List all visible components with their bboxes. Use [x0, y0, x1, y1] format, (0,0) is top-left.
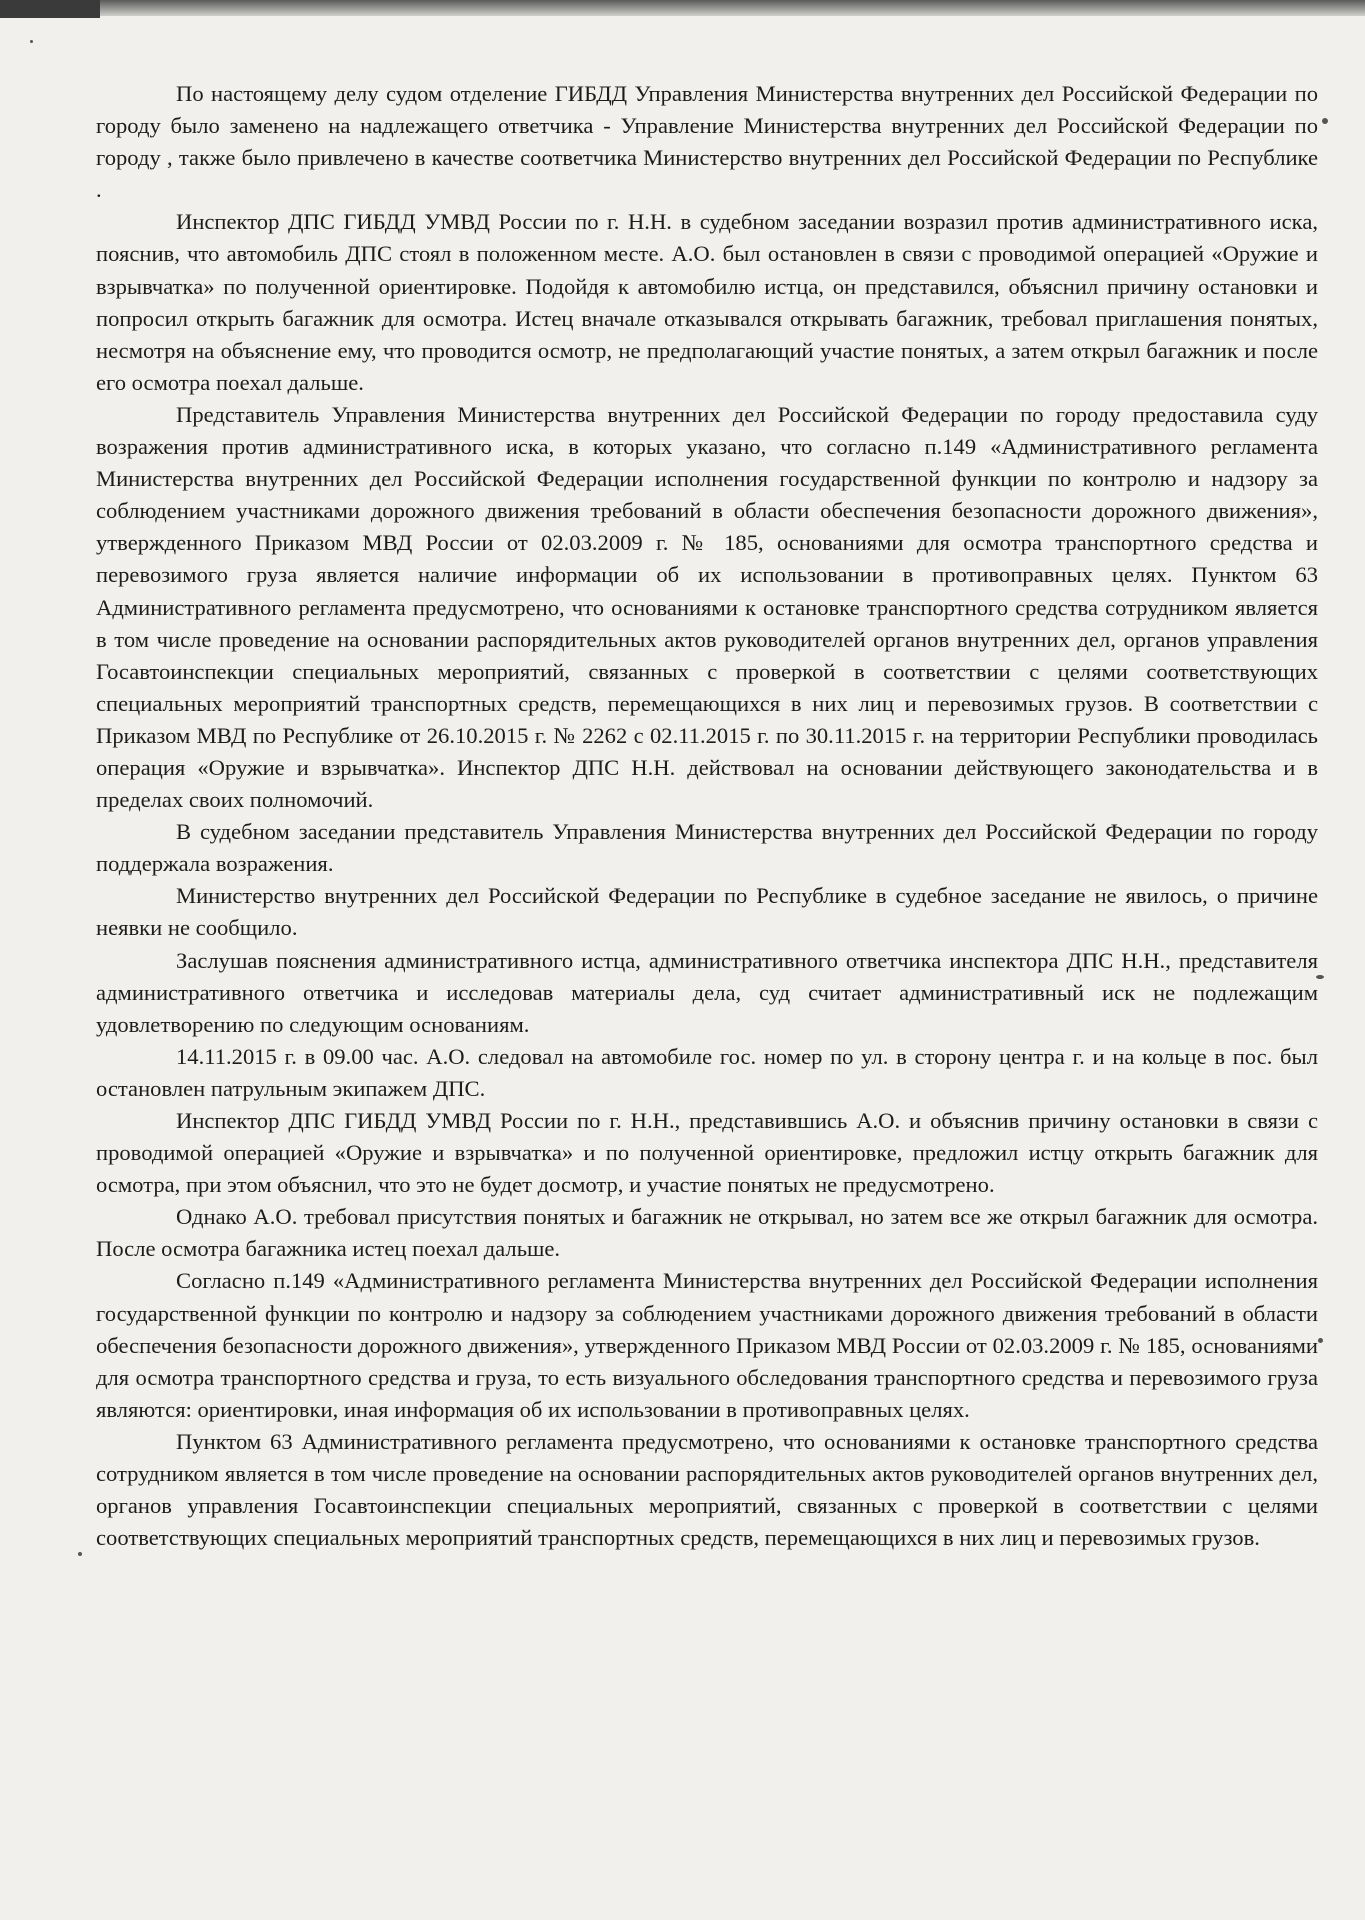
paragraph-4: В судебном заседании представитель Управления Министерства внутренних дел Российской Федерации по городу поддержала возражения.	[96, 819, 1318, 877]
scan-speck	[30, 40, 33, 43]
paragraph-9: Однако А.О. требовал присутствия понятых и багажник не открывал, но затем все же открыл багажник для осмотра. После осмотра багажника истец поехал дальше.	[96, 1204, 1318, 1262]
paragraph-5: Министерство внутренних дел Российской Федерации по Республике в судебное заседание не явилось, о причине неявки не сообщило.	[96, 883, 1318, 941]
scan-speck	[78, 1552, 82, 1556]
paragraph-8: Инспектор ДПС ГИБДД УМВД России по г. Н.Н., представившись А.О. и объяснив причину остановки в связи с проводимой операцией «Оружие и взрывчатка» и по полученной ориентировке, предложил истцу открыть багажник для осмотра, при этом объяснил, что это не будет досмотр, и участие понятых не предусмотрено.	[96, 1108, 1318, 1198]
scan-speck	[1322, 118, 1328, 124]
paragraph-10: Согласно п.149 «Административного регламента Министерства внутренних дел Российской Федерации исполнения государственной функции по контролю и надзору за соблюдением участниками дорожного движения требований в области обеспечения безопасности дорожного движения», утвержденного Приказом МВД России от 02.03.2009 г. № 185, основаниями для осмотра транспортного средства и груза, то есть визуального обследования транспортного средства и перевозимого груза являются: ориентировки, иная информация об их использовании в противоправных целях.	[96, 1268, 1318, 1422]
paragraph-6: Заслушав пояснения административного истца, административного ответчика инспектора ДПС Н.Н., представителя административного ответчика и исследовав материалы дела, суд считает административный иск не подлежащим удовлетворению по следующим основаниям.	[96, 947, 1318, 1037]
paragraph-1: По настоящему делу судом отделение ГИБДД Управления Министерства внутренних дел Российской Федерации по городу было заменено на надлежащего ответчика - Управление Министерства внутренних дел Российской Федерации по городу , также было привлечено в качестве соответчика Министерство внутренних дел Российской Федерации по Республике .	[96, 81, 1318, 203]
scan-corner-shadow	[0, 0, 100, 18]
scan-speck	[1318, 1338, 1323, 1343]
paragraph-2: Инспектор ДПС ГИБДД УМВД России по г. Н.Н. в судебном заседании возразил против административного иска, пояснив, что автомобиль ДПС стоял в положенном месте. А.О. был остановлен в связи с проводимой операцией «Оружие и взрывчатка» по полученной ориентировке. Подойдя к автомобилю истца, он представился, объяснил причину остановки и попросил открыть багажник для осмотра. Истец вначале отказывался открывать багажник, требовал приглашения понятых, несмотря на объяснение ему, что проводится осмотр, не предполагающий участие понятых, а затем открыл багажник и после его осмотра поехал дальше.	[96, 209, 1318, 395]
paragraph-3: Представитель Управления Министерства внутренних дел Российской Федерации по городу предоставила суду возражения против административного иска, в которых указано, что согласно п.149 «Административного регламента Министерства внутренних дел Российской Федерации исполнения государственной функции по контролю и надзору за соблюдением участниками дорожного движения требований в области обеспечения безопасности дорожного движения», утвержденного Приказом МВД России от 02.03.2009 г. № 185, основаниями для осмотра транспортного средства и перевозимого груза является наличие информации об их использовании в противоправных целях. Пунктом 63 Административного регламента предусмотрено, что основаниями к остановке транспортного средства сотрудником является в том числе проведение на основании распорядительных актов руководителей органов внутренних дел, органов управления Госавтоинспекции специальных мероприятий, связанных с проверкой в соответствии с целями соответствующих специальных мероприятий транспортных средств, перемещающихся в них лиц и перевозимых грузов. В соответствии с Приказом МВД по Республике от 26.10.2015 г. № 2262 с 02.11.2015 г. по 30.11.2015 г. на территории Республики проводилась операция «Оружие и взрывчатка». Инспектор ДПС Н.Н. действовал на основании действующего законодательства и в пределах своих полномочий.	[96, 401, 1318, 813]
paragraph-7: 14.11.2015 г. в 09.00 час. А.О. следовал на автомобиле гос. номер по ул. в сторону центра г. и на кольце в пос. был остановлен патрульным экипажем ДПС.	[96, 1043, 1318, 1101]
document-page	[96, 78, 1318, 1554]
paragraph-11: Пунктом 63 Административного регламента предусмотрено, что основаниями к остановке транспортного средства сотрудником является в том числе проведение на основании распорядительных актов руководителей органов внутренних дел, органов управления Госавтоинспекции специальных мероприятий, связанных с проверкой в соответствии с целями соответствующих специальных мероприятий транспортных средств, перемещающихся в них лиц и перевозимых грузов.	[96, 1428, 1318, 1551]
scan-top-edge	[0, 0, 1365, 16]
